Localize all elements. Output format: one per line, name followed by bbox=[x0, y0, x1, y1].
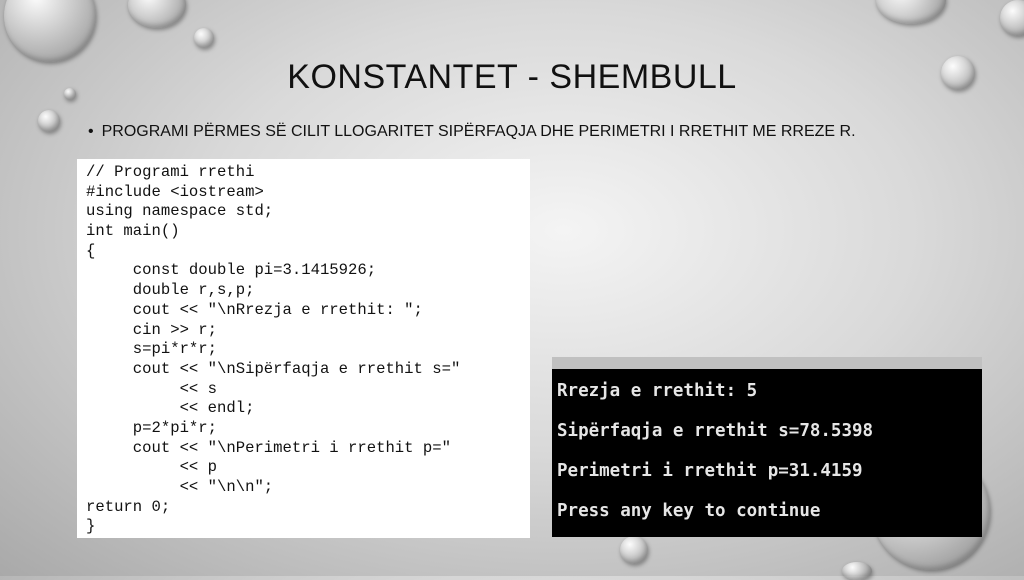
water-drop-decoration bbox=[1000, 0, 1024, 36]
code-line: cin >> r; bbox=[86, 320, 218, 339]
water-drop-decoration bbox=[194, 28, 214, 48]
code-line: cout << "\nRrezja e rrethit: "; bbox=[86, 300, 423, 319]
console-line: Perimetri i rrethit p=31.4159 bbox=[557, 461, 863, 481]
code-line: cout << "\nPerimetri i rrethit p=" bbox=[86, 438, 451, 457]
code-line: #include <iostream> bbox=[86, 182, 264, 201]
water-drop-decoration bbox=[4, 0, 96, 62]
code-line: cout << "\nSipërfaqja e rrethit s=" bbox=[86, 359, 461, 378]
water-drop-decoration bbox=[620, 536, 648, 564]
console-output-window bbox=[552, 357, 982, 537]
code-line: { bbox=[86, 241, 96, 260]
code-line: double r,s,p; bbox=[86, 281, 255, 300]
console-line: Rrezja e rrethit: 5 bbox=[557, 381, 758, 401]
code-line: int main() bbox=[86, 222, 180, 241]
code-line: return 0; bbox=[86, 497, 171, 516]
bullet-marker: • bbox=[88, 123, 94, 140]
water-drop-decoration bbox=[38, 110, 60, 132]
water-drop-decoration bbox=[876, 0, 946, 24]
code-listing bbox=[77, 159, 530, 538]
water-drop-decoration bbox=[128, 0, 186, 28]
code-line: } bbox=[86, 517, 96, 536]
code-line: // Programi rrethi bbox=[86, 163, 255, 181]
code-line: << endl; bbox=[86, 399, 255, 418]
code-line: << "\n\n"; bbox=[86, 478, 274, 496]
code-line: << s bbox=[86, 379, 218, 398]
code-line: << p bbox=[86, 458, 218, 477]
code-line: const double pi=3.1415926; bbox=[86, 261, 377, 280]
slide-title: KONSTANTET - SHEMBULL bbox=[287, 58, 737, 96]
water-drop-decoration bbox=[842, 562, 872, 580]
bullet-item bbox=[88, 123, 856, 141]
code-line: p=2*pi*r; bbox=[86, 418, 218, 437]
console-line: Press any key to continue bbox=[557, 501, 821, 521]
console-window-frame bbox=[552, 357, 982, 369]
bullet-text: PROGRAMI PËRMES SË CILIT LLOGARITET SIPËRFAQJA DHE PERIMETRI I RRETHIT ME RREZE R. bbox=[101, 123, 856, 140]
console-line: Sipërfaqja e rrethit s=78.5398 bbox=[557, 421, 874, 441]
code-line: using namespace std; bbox=[86, 202, 274, 221]
code-line: s=pi*r*r; bbox=[86, 340, 218, 359]
